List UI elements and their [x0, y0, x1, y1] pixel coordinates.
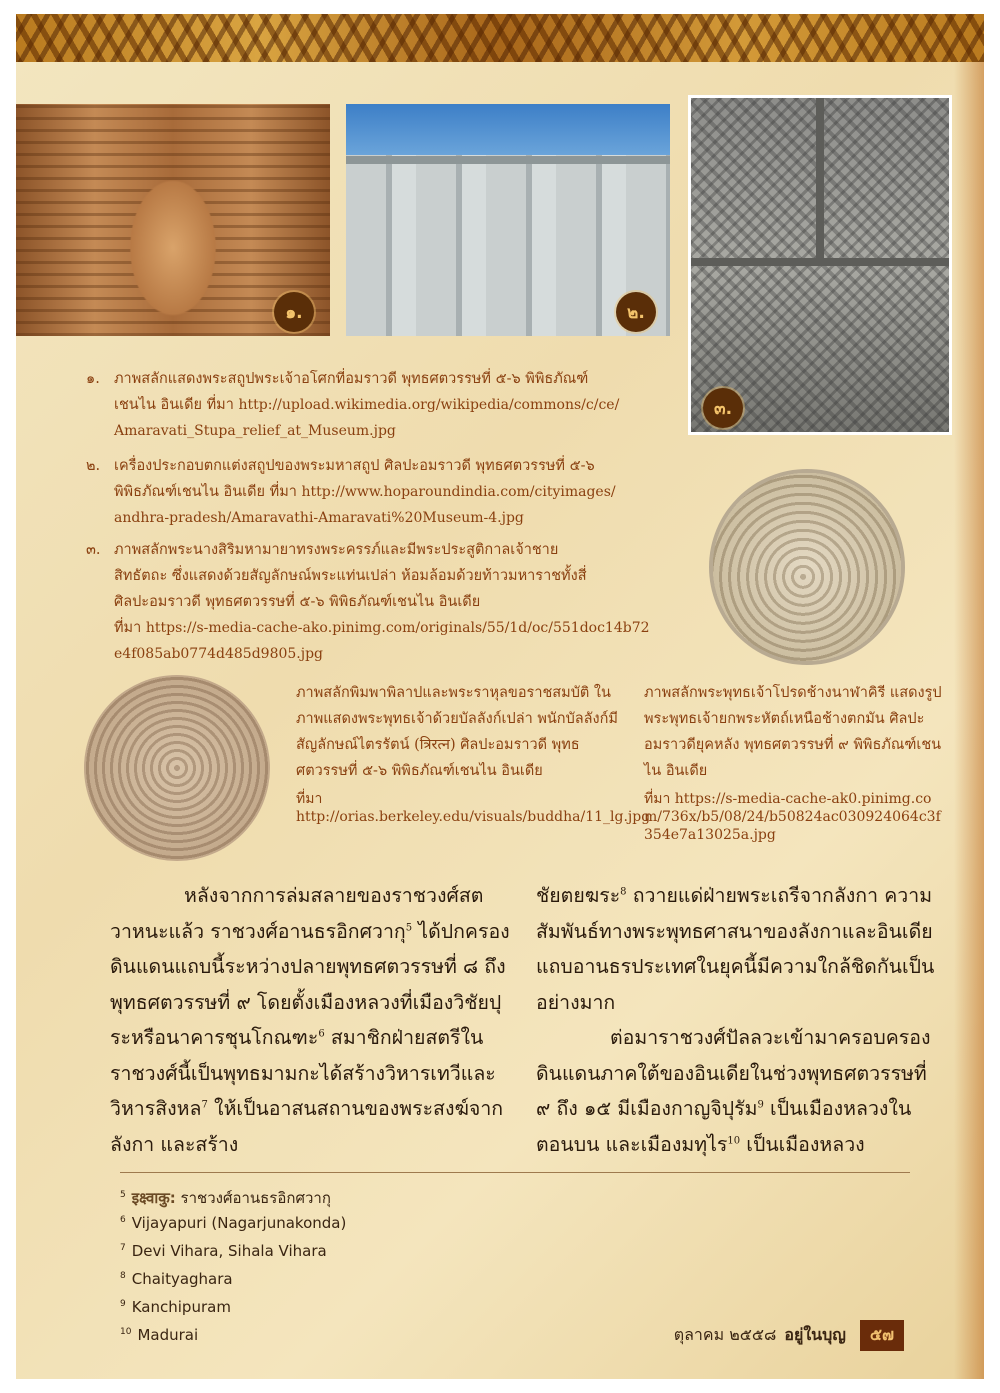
footnote-ref: 6: [318, 1028, 325, 1040]
body-paragraph: [536, 878, 936, 1020]
photo-nalagiri-medallion: [709, 469, 905, 665]
photo-stupa-relief: [16, 104, 330, 336]
caption-url: e4f085ab0774d485d9805.jpg: [114, 646, 324, 662]
body-text: เป็นเมืองหลวง: [740, 1132, 865, 1156]
caption-source: ที่มา https://s-media-cache-ak0.pinimg.com/736x/b5/08/24/b50824ac030924064c3f354e7a13025a.jpg: [644, 791, 941, 843]
caption-url: http://upload.wikimedia.org/wikipedia/commons/c/ce/: [238, 397, 620, 413]
footnote-text: Devi Vihara, Sihala Vihara: [131, 1242, 327, 1260]
footnote-ref: 10: [727, 1135, 741, 1146]
footnote-text: Chaityaghara: [131, 1270, 233, 1288]
body-text: ต่อมาราชวงศ์ปัลลวะเข้ามาครอบครองดินแดนภาคใต้ของอินเดียในช่วงพุทธศตวรรษที่ ๙ ถึง ๑๕ มีเมืองกาญจิปุรัม: [536, 1026, 931, 1120]
caption-url: andhra-pradesh/Amaravathi-Amaravati%20Museum-4.jpg: [114, 510, 524, 526]
footnote: [120, 1270, 233, 1288]
footnote-ref: 7: [201, 1099, 208, 1111]
footnote: [120, 1242, 327, 1260]
caption-url: Amaravati_Stupa_relief_at_Museum.jpg: [114, 423, 396, 439]
footnote-ref: 9: [757, 1099, 764, 1111]
caption-number: ๓.: [86, 542, 101, 558]
body-text: เป็นเมืองหลวงในตอนบน และเมืองมทุไร: [536, 1097, 912, 1156]
page-number: ๕๗: [860, 1320, 904, 1351]
caption-url: http://www.hoparoundindia.com/cityimages/: [301, 484, 616, 500]
footnote-number: 5: [120, 1190, 126, 1200]
footnote-sanskrit: इक्ष्वाकु:: [131, 1189, 176, 1207]
caption-1: [86, 366, 666, 444]
ornamental-side-band: [954, 62, 984, 1379]
caption-number: ๑.: [86, 371, 100, 387]
body-text: หลังจากการล่มสลายของราชวงศ์สตวาหนะแล้ว ราชวงศ์อานธรอิกศวากุ: [110, 884, 484, 943]
footnote-number: 8: [120, 1271, 126, 1281]
photo-number-badge: ๓.: [703, 388, 743, 428]
photo-number-badge: ๑.: [274, 292, 314, 332]
photo-bimba-medallion: [84, 675, 270, 861]
caption-text: ภาพสลักพระพุทธเจ้าโปรดช้างนาฬาคิรี แสดงรูปพระพุทธเจ้ายกพระหัตถ์เหนือช้างตกมัน ศิลปะอมราวดียุคหลัง พุทธศตวรรษที่ ๙ พิพิธภัณฑ์เชนไน อินเดีย: [644, 685, 942, 779]
footnote-ref: 5: [405, 922, 413, 933]
caption-text: ภาพสลักแสดงพระสถูปพระเจ้าอโศกที่อมราวดี พุทธศตวรรษที่ ๕-๖ พิพิธภัณฑ์: [114, 371, 589, 387]
caption-text: เครื่องประกอบตกแต่งสถูปของพระมหาสถูป ศิลปะอมราวดี พุทธศตวรรษที่ ๕-๖: [114, 458, 595, 474]
caption-url: https://s-media-cache-akо.pinimg.com/originals/55/1d/оc/551dоc14b72: [145, 620, 650, 636]
caption-text: ภาพสลักพระนางสิริมหามายาทรงพระครรภ์และมีพระประสูติกาลเจ้าชาย: [114, 542, 559, 558]
caption-5: [644, 680, 944, 844]
caption-text: ภาพสลักพิมพาพิลาปและพระราหุลขอราชสมบัติ ในภาพแสดงพระพุทธเจ้าด้วยบัลลังก์เปล่า พนักบัลลังก์มีสัญลักษณ์ไตรรัตน์ (त्रिरत्न) ศิลปะอมราวดี พุทธศตวรรษที่ ๕-๖ พิพิธภัณฑ์เชนไน อินเดีย: [296, 685, 618, 779]
caption-text: ศิลปะอมราวดี พุทธศตวรรษที่ ๕-๖ พิพิธภัณฑ์เชนไน อินเดีย: [114, 594, 481, 610]
footnote: [120, 1186, 331, 1210]
caption-3: [86, 537, 666, 667]
footnote-text: Kanchipuram: [131, 1298, 231, 1316]
relief-divider: [691, 258, 949, 266]
caption-2: [86, 453, 666, 531]
footnote-number: 9: [120, 1299, 126, 1309]
body-column-right: [536, 878, 936, 1162]
footnote: [120, 1298, 231, 1316]
magazine-name: อยู่ในบุญ: [784, 1325, 846, 1344]
footnote: [120, 1326, 198, 1344]
caption-text: เชนไน อินเดีย ที่มา: [114, 397, 234, 413]
footnote-ref: 8: [620, 886, 627, 898]
photo-stupa-railing: [346, 104, 670, 336]
footnote-number: 7: [120, 1243, 126, 1253]
issue-date: ตุลาคม ๒๕๕๘: [673, 1325, 777, 1344]
footnote-number: 10: [120, 1327, 132, 1337]
relief-divider: [816, 98, 824, 258]
footnote-text: ราชวงศ์อานธรอิกศวากุ: [175, 1189, 331, 1207]
footnote-text: Madurai: [137, 1326, 199, 1344]
caption-source: ที่มา http://orias.berkeley.edu/visuals/buddha/11_lg.jpg: [296, 791, 651, 825]
body-paragraph: [536, 1020, 936, 1162]
body-text: ถวายแด่ฝ่ายพระเถรีจากลังกา ความสัมพันธ์ทางพระพุทธศาสนาของลังกาและอินเดียแถบอานธรประเทศในยุคนี้มีความใกล้ชิดกันเป็นอย่างมาก: [536, 884, 935, 1014]
caption-text: พิพิธภัณฑ์เชนไน อินเดีย ที่มา: [114, 484, 297, 500]
ornamental-header-band: [16, 14, 984, 62]
body-column-left: [110, 878, 510, 1162]
body-text: ได้ปกครองดินแดนแถบนี้ระหว่างปลายพุทธศตวรรษที่ ๘ ถึงพุทธศตวรรษที่ ๙ โดยตั้งเมืองหลวงที่เมืองวิชัยปุระหรือนาคารชุนโกณฑะ: [110, 919, 510, 1049]
caption-number: ๒.: [86, 458, 101, 474]
page-footer: [674, 1320, 904, 1351]
footnote: [120, 1214, 346, 1232]
photo-number-badge: ๒.: [616, 292, 656, 332]
footnote-number: 6: [120, 1215, 126, 1225]
caption-source-label: ที่มา: [114, 620, 142, 636]
body-paragraph: [110, 878, 510, 1162]
magazine-page: [16, 14, 984, 1379]
body-text: สมาชิกฝ่ายสตรีในราชวงศ์นี้เป็นพุทธมามกะได้สร้างวิหารเทวีและวิหารสิงหล: [110, 1026, 496, 1120]
body-text: ให้เป็นอาสนสถานของพระสงฆ์จากลังกา และสร้าง: [110, 1097, 504, 1156]
photo-maya-relief: [688, 95, 952, 435]
footnote-divider: [120, 1172, 910, 1173]
body-text: ชัยตยฆระ: [536, 884, 621, 907]
caption-text: สิทธัตถะ ซึ่งแสดงด้วยสัญลักษณ์พระแท่นเปล่า ห้อมล้อมด้วยท้าวมหาราชทั้งสี่: [114, 568, 587, 584]
footnote-text: Vijayapuri (Nagarjunakonda): [131, 1214, 347, 1232]
railing-beam: [346, 156, 670, 164]
caption-4: [296, 680, 651, 826]
